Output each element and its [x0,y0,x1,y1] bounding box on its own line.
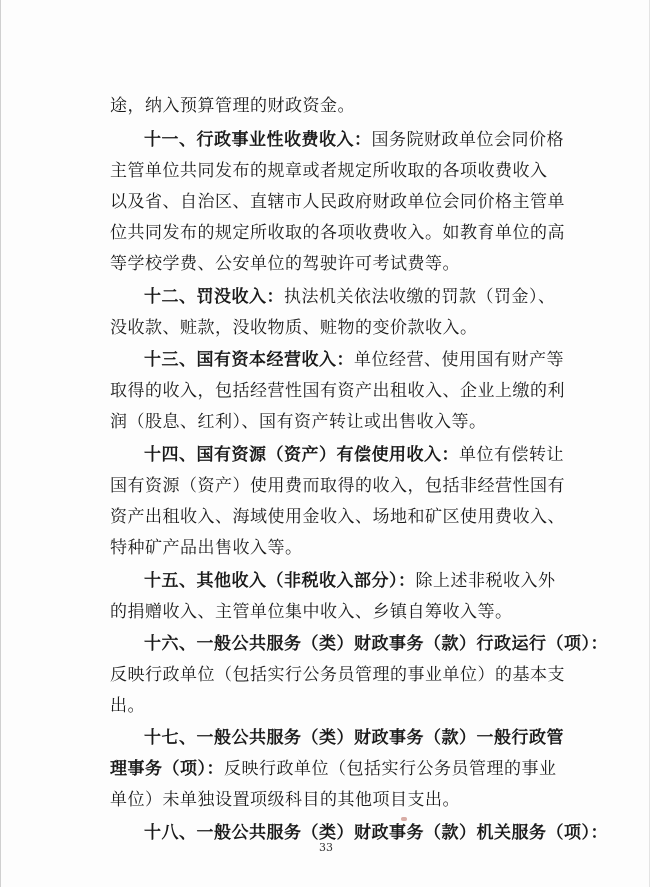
text-line: 润（股息、红利）、国有资产转让或出售收入等。 [110,412,487,432]
section-heading-line: 十七、一般公共服务（类）财政事务（款）一般行政管 [144,728,564,748]
text-line: 以及省、自治区、直辖市人民政府财政单位会同价格主管单 [110,192,565,212]
section-heading-line: 十五、其他收入（非税收入部分）：除上述非税收入外 [144,571,556,591]
section-heading-line: 十三、国有资本经营收入：单位经营、使用国有财产等 [144,350,564,370]
text-line: 理事务（项）：反映行政单位（包括实行公务员管理的事业 [110,759,557,779]
text-line: 出。 [110,696,145,716]
section-heading-line: 十八、一般公共服务（类）财政事务（款）机关服务（项）： [144,823,608,843]
text-line: 等学校学费、公安单位的驾驶许可考试费等。 [110,254,460,274]
page-number: 33 [319,841,333,854]
section-heading-line: 十四、国有资源（资产）有偿使用收入：单位有偿转让 [144,445,564,465]
text-line: 单位）未单独设置项级科目的其他项目支出。 [110,790,460,810]
section-heading-line: 十六、一般公共服务（类）财政事务（款）行政运行（项）： [144,634,608,654]
text-line: 途，纳入预算管理的财政资金。 [110,96,355,116]
text-line: 位共同发布的规定所收取的各项收费收入。如教育单位的高 [110,223,565,243]
text-line: 国有资源（资产）使用费而取得的收入，包括非经营性国有 [110,476,565,496]
text-line: 的捐赠收入、主管单位集中收入、乡镇自筹收入等。 [110,602,513,622]
text-line: 反映行政单位（包括实行公务员管理的事业单位）的基本支 [110,665,565,685]
text-line: 主管单位共同发布的规章或者规定所收取的各项收费收入 [110,161,548,181]
section-heading-line: 十一、行政事业性收费收入：国务院财政单位会同价格 [144,130,564,150]
ink-smudge [401,817,407,821]
text-line: 特种矿产品出售收入等。 [110,538,303,558]
text-line: 取得的收入，包括经营性国有资产出租收入、企业上缴的利 [110,381,565,401]
text-line: 没收款、赃款，没收物质、赃物的变价款收入。 [110,318,478,338]
section-heading-line: 十二、罚没收入：执法机关依法收缴的罚款（罚金）、 [144,287,556,307]
text-line: 资产出租收入、海域使用金收入、场地和矿区使用费收入、 [110,507,565,527]
